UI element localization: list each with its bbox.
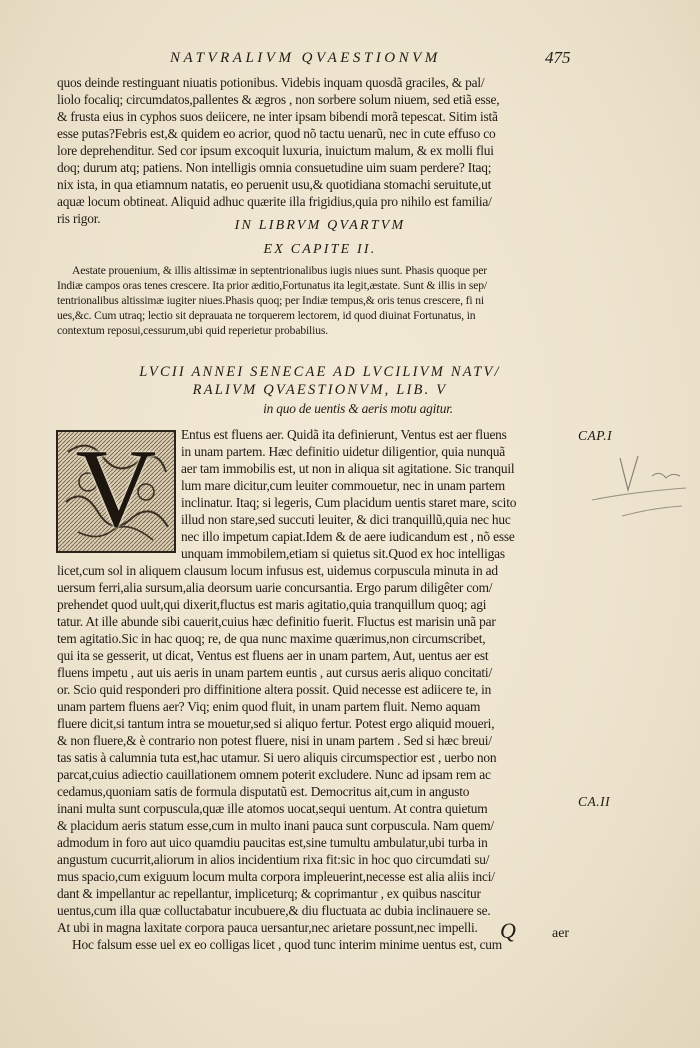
text-line: inclinatur. Itaq; si legeris, Cum placidum uentis staret mare, scito [181,495,517,510]
text-line: Entus est fluens aer. Quidã ita definierunt, Ventus est aer fluens [181,427,507,442]
catchword: aer [552,926,570,941]
text-line: cedamus,quoniam satis de formula disputatũ est. Democritus ait,cum in angusto [57,784,470,799]
text-line: unquam immobilem,etiam si quietus sit.Quod ex hoc intelligas [181,546,505,561]
text-line: parcat,cuius adiectio cauillationem omnem poterit excludere. Nunc ad ipsam rem ac [57,767,491,782]
text-line: doq; durum atq; patiens. Non intelligis omnia consuetudine uim suam perdere? Itaq; [57,160,492,175]
text-line: aer tam immobilis est, ut non in aliqua sit agitatione. Sic tranquil [181,461,515,476]
text-line: nix ista, in qua etiamnum natatis, eo peruenit usu,& quotidiana stomachi seruitute,ut [57,177,492,192]
decorated-initial [56,427,176,553]
note-line: Indiæ campos oras tenes crescere. Ita prior æditio,Fortunatus ita legit,æstate. Sunt & illis in sep/ [57,279,487,292]
running-header [0,50,700,72]
book-subtitle: in quo de uentis & aeris motu agitur. [263,401,453,416]
text-line: or. Scio quid responderi pro diffinitione altera possit. Quid necesse est adiicere te, in [57,682,492,697]
text-line: uentus,cum illa quæ colluctabatur incubuere,& diu fluctuata ac dubia inclinauere se. [57,903,491,918]
text-line: quos deinde restinguant niuatis potionibus. Videbis inquam quosdã graciles, & pal/ [57,75,485,90]
text-line: tas satis à calumnia tuta est,hac utamur. Si uero aliquis circumspectior est , uerbo non [57,750,497,765]
text-line: mus spacio,cum exiguum locum multa corpora impleuerint,necesse est alia aliis inci/ [57,869,495,884]
text-line: tatur. At ille abunde sibi cauerit,cuius hæc definitio fuerit. Fluctus est marisin unã par [57,614,496,629]
text-line: Hoc falsum esse uel ex eo colligas licet , quod tunc interim minime uentus est, cum [72,937,503,952]
text-line: ris rigor. [57,211,101,226]
text-line: aquæ locum obtineat. Aliquid adhuc quærite illa frigidius,quia pro nihilo est familia/ [57,194,492,209]
text-line: angustum cucurrit,aliorum in alios incidentium rixa fit:sic in hoc quo circumdati su/ [57,852,490,867]
text-line: fluens impetu , aut uis aeris in unam partem euntis , aut cursus aeris aliquo concitati/ [57,665,492,680]
book-title-line-2: RALIVM QVAESTIONVM, LIB. V [192,382,448,398]
note-line: ues,&c. Cum utraq; lectio sit deprauata ne torquerem lectorem, id quod diuinat Fortunatus, in [57,309,476,322]
signature-mark: Q [500,918,516,943]
page-number: 475 [545,48,571,67]
text-line: inani multa sunt corpuscula,quæ ille atomos uocat,sequi uentum. At contra quietum [57,801,488,816]
text-line: unam partem fluens aer? Viq; enim quod fluit, in unam partem fluit. Nemo aquam [57,699,481,714]
text-line: lum mare dicitur,cum leuiter commouetur, nec in unam partem [181,478,506,493]
margin-chapter-1: CAP.I [578,428,613,443]
text-line: prehendet quod uult,qui dixerit,fluctus est maris agitatio,quia tranquillum quoq; agi [57,597,487,612]
section-heading: IN LIBRVM QVARTVM [234,218,406,233]
text-line: & non fluere,& è contrario non potest fluere, nisi in unam partem . Sed si hæc breui/ [57,733,492,748]
note-line: tentrionalibus altissimæ iugiter niues.Phasis quoq; per Indiæ tempus,& oris tenus crescere, fi ni [57,294,484,307]
text-line: nec illo impetum capiat.Idem & de aere iudicandum est , nõ esse [181,529,515,544]
margin-chapter-2: CA.II [578,794,611,809]
text-line: uersum ferri,alia sursum,alia deorsum uarie concursantia. Ergo parum diligêter com/ [57,580,493,595]
book-title-line-1: LVCII ANNEI SENECAE AD LVCILIVM NATV/ [139,364,501,380]
text-line: & placidum aeris statum esse,cum in multo inani pauca sunt corpuscula. Nam quem/ [57,818,494,833]
text-line: illud non stare,sed succuti leuiter, & dici tranquillũ,quia nec huc [181,512,511,527]
text-line: fluere dicit,si tantum intra se mouetur,sed si aliquo fertur. Potest ergo aliquid moueri, [57,716,495,731]
running-title: NATVRALIVM QVAESTIONVM [170,50,441,66]
text-line: admodum in foro aut uico quamdiu paucitas est,sine tumultu ambulatur,ubi turba in [57,835,488,850]
text-line: liolo focaliq; circumdatos,pallentes & ægros , non sorbere solum niuem, sed etiã esse, [57,92,500,107]
text-line: lore deprehenditur. Sed cor ipsum excoquit luxuria, inuictum malum, & ex molli flui [57,143,494,158]
note-line: Aestate prouenium, & illis altissimæ in septentrionalibus iugis niues sunt. Phasis quoque per [72,264,487,277]
text-line: dant & impellantur ac repellantur, impliceturq; & coprimantur , ex quibus nascitur [57,886,481,901]
text-line: in unam partem. Hæc definitio uidetur diligentior, quia nunquã [181,444,505,459]
text-line: At ubi in magna laxitate corpora pauca uersantur,nec arietare possunt,nec impelli. [57,920,478,935]
section-subheading: EX CAPITE II. [263,242,377,257]
text-line: esse putas?Febris est,& quidem eo acrior, quod nõ tactu uenarũ, nec in cute effuso co [57,126,496,141]
pencil-annotation-icon [582,448,692,538]
note-line: contextum reposui,cessurum,ubi quid reperietur probabilius. [57,324,328,337]
text-line: tem agitatio.Sic in hac quoq; re, de qua nunc maxime quærimus,non circumscribet, [57,631,486,646]
text-line: licet,cum sol in aliquem clausum locum infusus est, uidemus corpuscula minuta in ad [57,563,498,578]
text-line: qui ita se gesserit, ut dicat, Ventus est fluens aer in unam partem, Aut, uentus aer est [57,648,489,663]
initial-letter: V [75,427,157,551]
text-line: & frusta eius in cyphos suos deiicere, ne inter ipsam bibendi morã tepescat. Sitim istã [57,109,498,124]
